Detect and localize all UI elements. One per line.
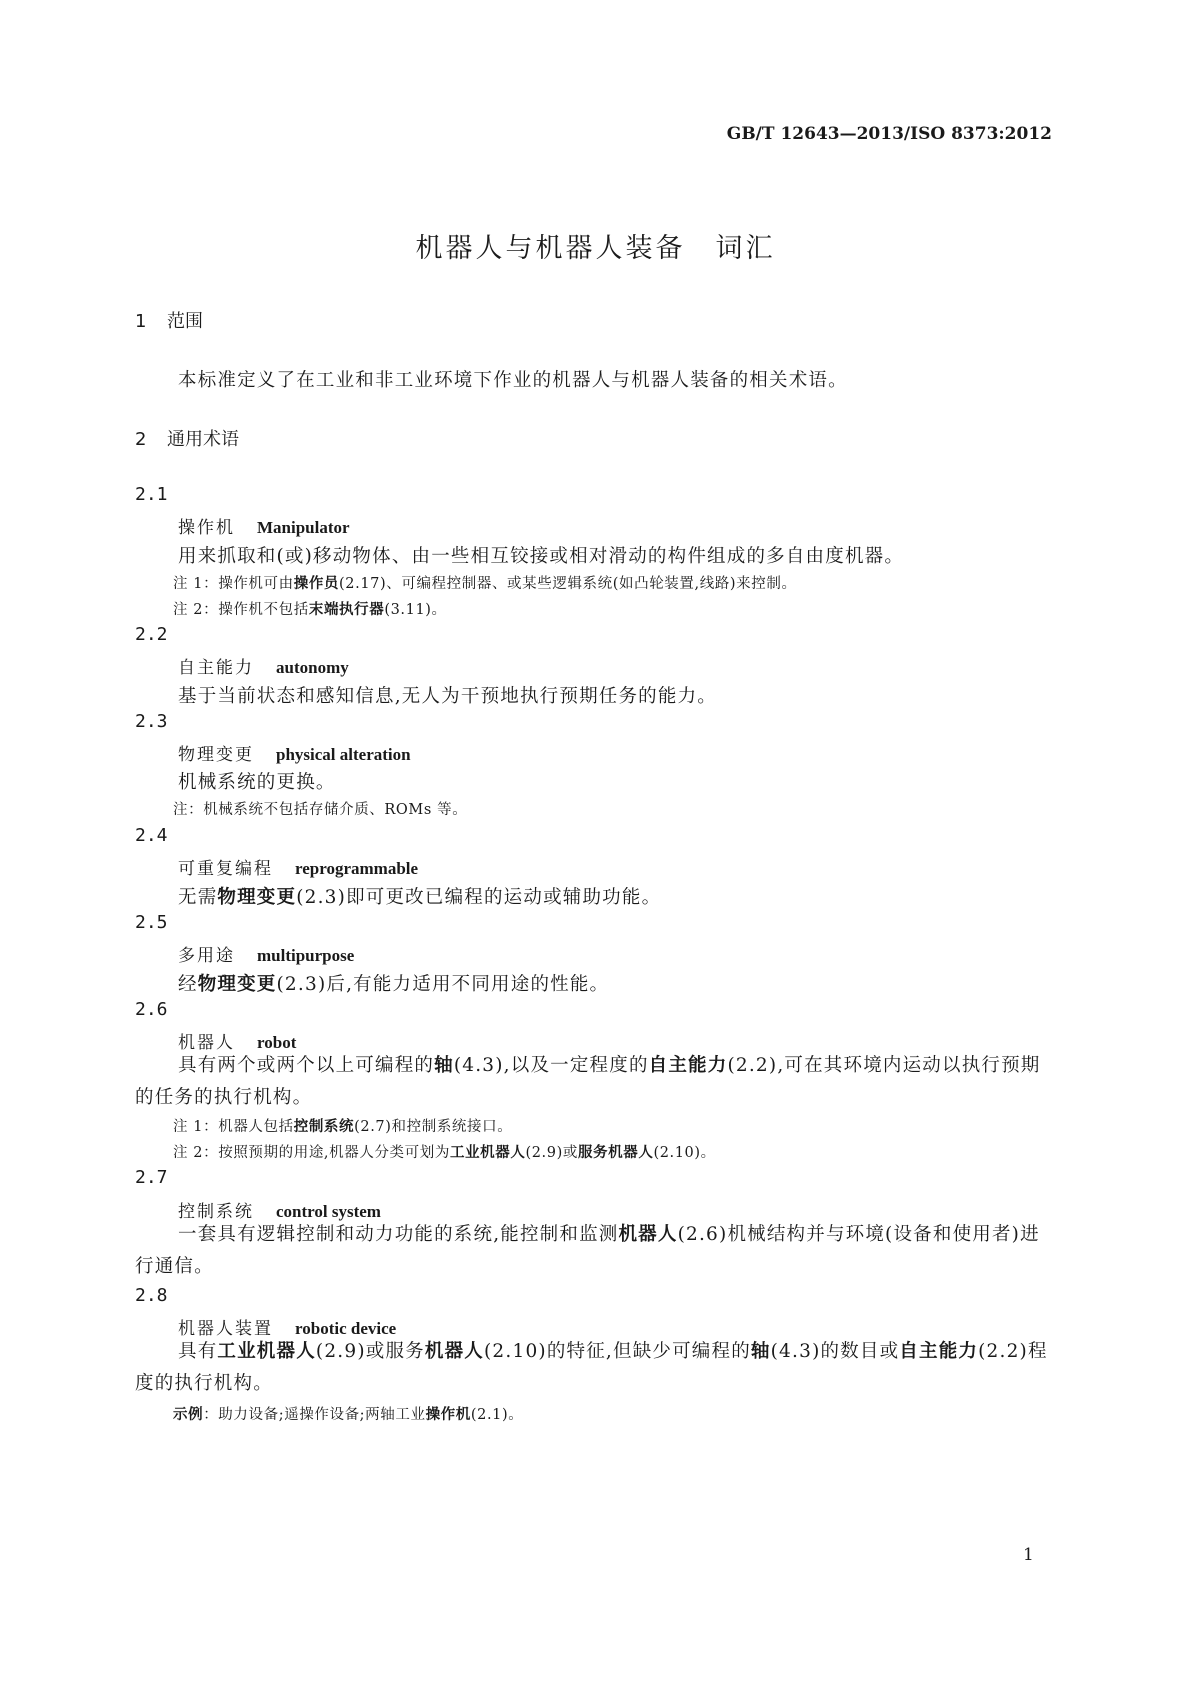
section-title: 通用术语 (167, 429, 239, 450)
page-number: 1 (1023, 1545, 1034, 1565)
term-en: robotic device (295, 1319, 397, 1338)
note-text: 注 2：按照预期的用途,机器人分类可划为 (173, 1145, 450, 1161)
note-ref-term: 工业机器人 (449, 1145, 526, 1161)
term-zh: 自主能力 (178, 658, 254, 678)
def-text: 无需 (178, 887, 218, 908)
section-title: 范围 (167, 311, 203, 332)
term-en: Manipulator (257, 518, 350, 537)
note-ref-term: 服务机器人 (577, 1145, 654, 1161)
term-zh: 多用途 (178, 946, 235, 966)
term-en: control system (276, 1202, 381, 1221)
scope-text: 本标准定义了在工业和非工业环境下作业的机器人与机器人装备的相关术语。 (178, 370, 848, 391)
term-number: 2.3 (135, 711, 168, 732)
def-text: (2.2),可在其环境内运动以执行预期的任务的执行机构。 (135, 1055, 1041, 1108)
term-definition (135, 1219, 1055, 1283)
example-label: 示例 (173, 1407, 204, 1423)
term-definition: 机械系统的更换。 (178, 772, 336, 793)
example-text: ：助力设备;遥操作设备;两轴工业 (203, 1407, 426, 1423)
def-text: (4.3)的数目或 (770, 1341, 900, 1362)
term-note (173, 1141, 716, 1162)
term-zh: 操作机 (178, 518, 235, 538)
note-ref-term: 控制系统 (293, 1119, 355, 1135)
term-number: 2.8 (135, 1285, 168, 1306)
def-text: 一套具有逻辑控制和动力功能的系统,能控制和监测 (178, 1224, 619, 1245)
page-title: 机器人与机器人装备 词汇 (415, 233, 776, 264)
term-zh: 机器人 (178, 1033, 235, 1053)
section-number: 2 (135, 429, 147, 450)
term-zh: 物理变更 (178, 745, 254, 765)
document-code-header: GB/T 12643—2013/ISO 8373:2012 (726, 124, 1052, 144)
def-ref-term: 工业机器人 (217, 1341, 316, 1362)
term-zh: 控制系统 (178, 1202, 254, 1222)
term-en: physical alteration (276, 745, 411, 764)
def-text: (2.3)后,有能力适用不同用途的性能。 (276, 974, 610, 995)
term-heading (178, 653, 349, 678)
term-number: 2.6 (135, 999, 168, 1020)
term-en: autonomy (276, 658, 349, 677)
term-number: 2.7 (135, 1167, 168, 1188)
term-definition: 用来抓取和(或)移动物体、由一些相互铰接或相对滑动的构件组成的多自由度机器。 (178, 546, 905, 567)
term-definition: 基于当前状态和感知信息,无人为干预地执行预期任务的能力。 (178, 686, 717, 707)
def-ref-term: 轴 (750, 1341, 771, 1362)
def-text: (2.2)程度的执行机构。 (135, 1341, 1048, 1394)
def-text: 经 (178, 974, 198, 995)
term-zh: 机器人装置 (178, 1319, 273, 1339)
note-ref-term: 操作员 (293, 576, 340, 592)
def-text: (2.10)的特征,但缺少可编程的 (484, 1341, 751, 1362)
term-number: 2.2 (135, 624, 168, 645)
def-text: (2.6)机械结构并与环境(设备和使用者)进行通信。 (135, 1224, 1040, 1277)
term-example (173, 1403, 523, 1424)
note-text: 注 2：操作机不包括 (173, 602, 309, 618)
def-text: (2.9)或服务 (315, 1341, 425, 1362)
note-text: (2.7)和控制系统接口。 (354, 1119, 513, 1135)
def-text: (2.3)即可更改已编程的运动或辅助功能。 (296, 887, 662, 908)
term-number: 2.5 (135, 912, 168, 933)
section-heading-scope (135, 307, 203, 333)
term-definition (135, 1050, 1055, 1114)
term-en: multipurpose (257, 946, 355, 965)
def-text: 具有 (178, 1341, 218, 1362)
term-note (173, 1115, 512, 1136)
section-number: 1 (135, 311, 147, 332)
def-ref-term: 物理变更 (217, 887, 297, 908)
def-ref-term: 轴 (434, 1055, 454, 1076)
term-note (173, 598, 447, 619)
note-text: 注 1：操作机可由 (173, 576, 294, 592)
def-ref-term: 自主能力 (899, 1341, 979, 1362)
note-text: 注 1：机器人包括 (173, 1119, 294, 1135)
note-text: (2.17)、可编程控制器、或某些逻辑系统(如凸轮装置,线路)来控制。 (339, 576, 797, 592)
term-note: 注：机械系统不包括存储介质、ROMs 等。 (173, 802, 468, 818)
example-text: (2.1)。 (470, 1407, 524, 1423)
term-definition (178, 970, 609, 996)
term-number: 2.4 (135, 825, 168, 846)
term-zh: 可重复编程 (178, 859, 273, 879)
term-note (173, 572, 797, 593)
def-text: (4.3),以及一定程度的 (453, 1055, 649, 1076)
term-heading (178, 740, 411, 765)
term-definition (135, 1336, 1055, 1400)
term-heading (178, 513, 350, 538)
def-ref-term: 物理变更 (197, 974, 277, 995)
term-heading (178, 941, 354, 966)
term-definition (178, 883, 661, 909)
term-en: reprogrammable (295, 859, 419, 878)
term-number: 2.1 (135, 484, 168, 505)
note-text: (2.9)或 (525, 1145, 578, 1161)
def-ref-term: 自主能力 (648, 1055, 728, 1076)
note-text: (2.10)。 (653, 1145, 716, 1161)
def-ref-term: 机器人 (424, 1341, 484, 1362)
term-en: robot (257, 1033, 297, 1052)
section-heading-general-terms (135, 425, 239, 451)
example-ref-term: 操作机 (425, 1407, 471, 1423)
def-text: 具有两个或两个以上可编程的 (178, 1055, 435, 1076)
term-heading (178, 854, 418, 879)
def-ref-term: 机器人 (618, 1224, 678, 1245)
note-ref-term: 末端执行器 (308, 602, 385, 618)
note-text: (3.11)。 (384, 602, 447, 618)
